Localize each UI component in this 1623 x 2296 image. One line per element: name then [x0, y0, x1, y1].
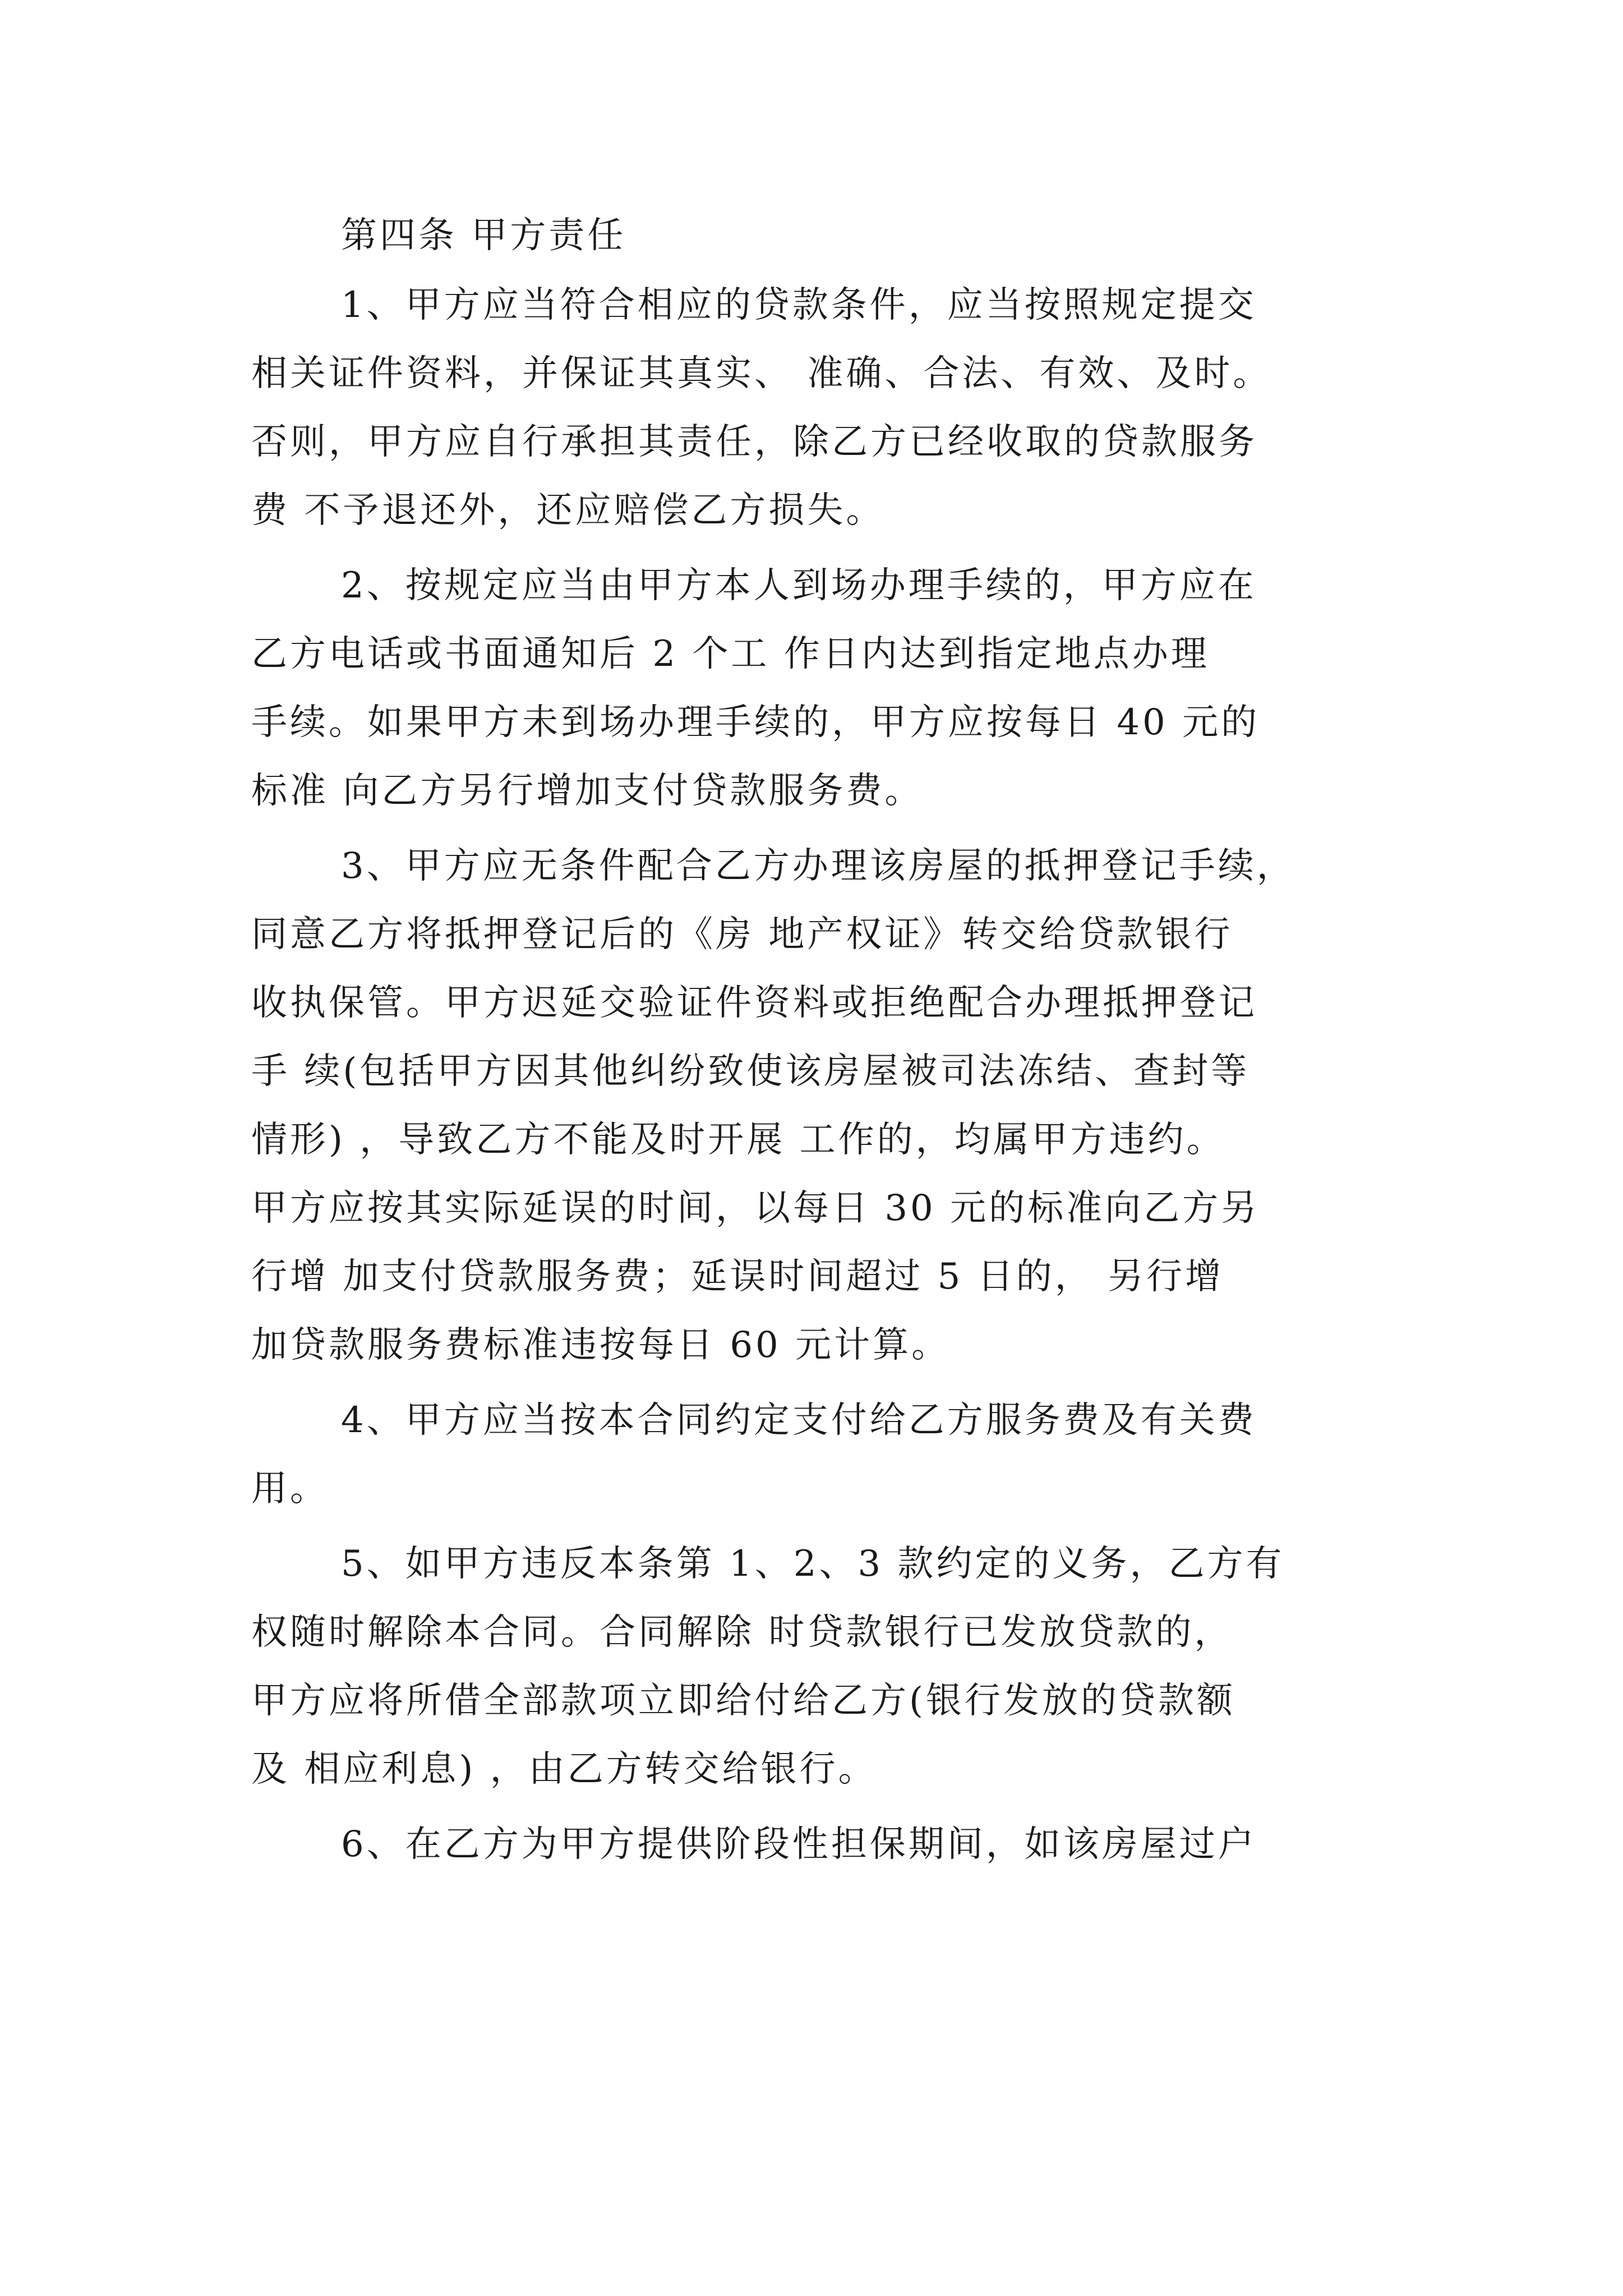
text-line: 2、按规定应当由甲方本人到场办理手续的，甲方应在 [341, 565, 1257, 606]
text-line: 5、如甲方违反本条第 1、2、3 款约定的义务，乙方有 [341, 1543, 1285, 1585]
text-line: 情形) ，导致乙方不能及时开展 工作的，均属甲方违约。 [251, 1119, 1225, 1161]
text-line: 加贷款服务费标准违按每日 60 元计算。 [251, 1324, 951, 1366]
text-line: 同意乙方将抵押登记后的《房 地产权证》转交给贷款银行 [251, 914, 1233, 955]
text-line: 手 续(包括甲方因其他纠纷致使该房屋被司法冻结、查封等 [251, 1051, 1250, 1092]
text-line: 1、甲方应当符合相应的贷款条件，应当按照规定提交 [341, 284, 1257, 326]
section-heading: 第四条 甲方责任 [341, 215, 626, 256]
text-line: 相关证件资料，并保证其真实、 准确、合法、有效、及时。 [251, 353, 1272, 394]
text-line: 用。 [251, 1468, 329, 1510]
text-line: 手续。如果甲方未到场办理手续的，甲方应按每日 40 元的 [251, 702, 1260, 743]
text-line: 行增 加支付贷款服务费；延误时间超过 5 日的， 另行增 [251, 1256, 1224, 1297]
text-line: 3、甲方应无条件配合乙方办理该房屋的抵押登记手续， [341, 845, 1295, 887]
text-line: 乙方电话或书面通知后 2 个工 作日内达到指定地点办理 [251, 633, 1210, 675]
text-line: 收执保管。甲方迟延交验证件资料或拒绝配合办理抵押登记 [251, 982, 1257, 1024]
text-line: 费 不予退还外，还应赔偿乙方损失。 [251, 490, 885, 531]
text-line: 4、甲方应当按本合同约定支付给乙方服务费及有关费 [341, 1400, 1257, 1441]
text-line: 甲方应按其实际延误的时间，以每日 30 元的标准向乙方另 [251, 1188, 1260, 1229]
text-line: 权随时解除本合同。合同解除 时贷款银行已发放贷款的， [251, 1612, 1233, 1653]
text-line: 标准 向乙方另行增加支付贷款服务费。 [251, 770, 924, 812]
text-line: 否则，甲方应自行承担其责任，除乙方已经收取的贷款服务 [251, 421, 1257, 463]
text-line: 及 相应利息) ，由乙方转交给银行。 [251, 1749, 877, 1790]
text-line: 6、在乙方为甲方提供阶段性担保期间，如该房屋过户 [341, 1824, 1257, 1865]
text-line: 甲方应将所借全部款项立即给付给乙方(银行发放的贷款额 [251, 1680, 1235, 1722]
